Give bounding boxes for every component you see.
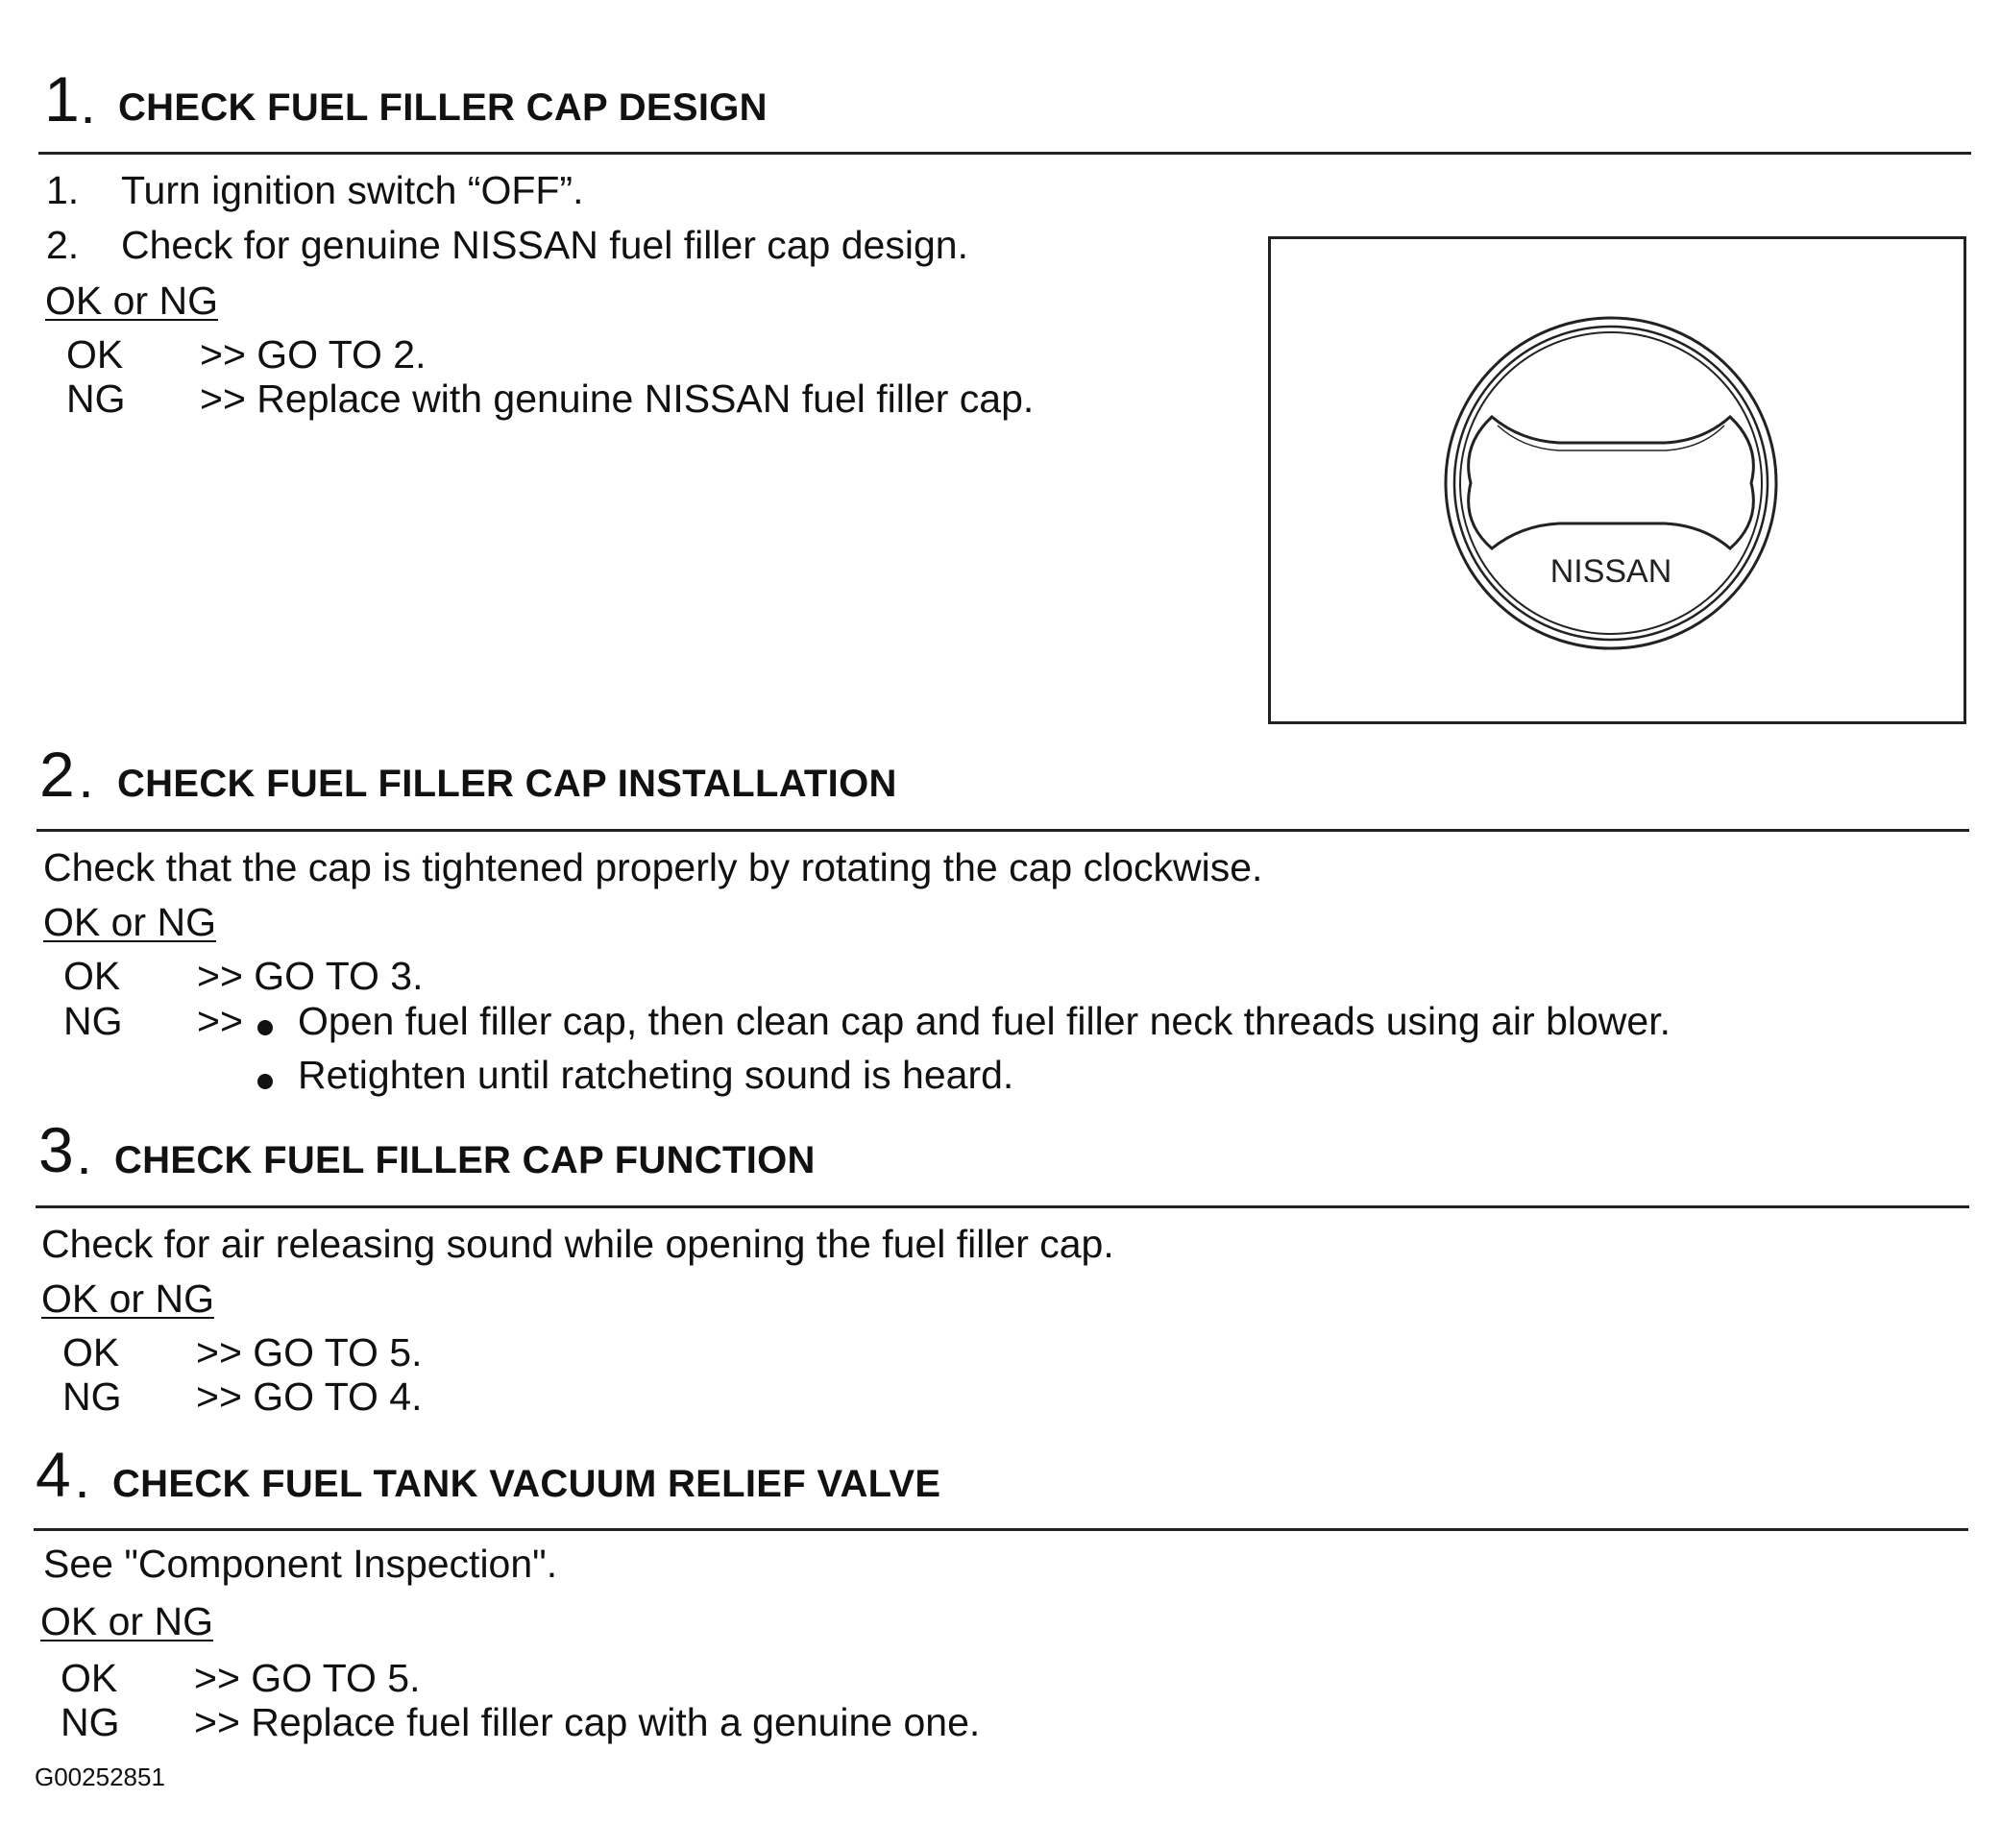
section-1-okng-label: OK or NG <box>45 279 218 323</box>
section-4-ng-text: >> Replace fuel filler cap with a genuine one. <box>194 1700 981 1744</box>
section-2-title: CHECK FUEL FILLER CAP INSTALLATION <box>117 763 897 805</box>
section-2-rule <box>37 829 1969 832</box>
cap-inner-ring-1 <box>1454 327 1768 640</box>
section-1-dot: . <box>83 89 94 132</box>
section-2-ng-bullet-1: Open fuel filler cap, then clean cap and fuel filler neck threads using air blower. <box>298 999 1671 1043</box>
section-2-bullet-1-dot <box>257 1020 273 1035</box>
section-3-okng-label: OK or NG <box>41 1277 214 1321</box>
section-2-body: Check that the cap is tightened properly by rotating the cap clockwise. <box>43 845 1263 889</box>
section-2-ng-label: NG <box>63 999 123 1043</box>
section-3-rule <box>36 1205 1969 1208</box>
section-4-okng-label: OK or NG <box>40 1599 213 1643</box>
section-4-number: 4 <box>36 1439 71 1510</box>
section-3-dot: . <box>79 1140 90 1182</box>
section-4-rule <box>34 1528 1968 1531</box>
section-1-ng-label: NG <box>66 377 126 421</box>
section-4-ng-label: NG <box>61 1700 120 1744</box>
section-2-ok-label: OK <box>63 954 121 998</box>
section-4-body: See "Component Inspection". <box>43 1542 558 1586</box>
fuel-filler-cap-illustration <box>1271 239 1963 721</box>
section-3-ok-label: OK <box>62 1330 120 1374</box>
section-1-ok-label: OK <box>66 332 124 377</box>
section-3-ng-text: >> GO TO 4. <box>196 1374 423 1419</box>
section-2-ng-arrow: >> <box>197 999 243 1043</box>
section-3-ng-label: NG <box>62 1374 122 1419</box>
document-id: G00252851 <box>35 1763 165 1791</box>
section-4-ok-text: >> GO TO 5. <box>194 1656 421 1700</box>
section-1-number: 1 <box>44 63 80 134</box>
section-4-dot: . <box>77 1464 88 1506</box>
section-1-title: CHECK FUEL FILLER CAP DESIGN <box>118 86 768 129</box>
fuel-filler-cap-figure <box>1268 236 1966 724</box>
section-1-step-1-text: Turn ignition switch “OFF”. <box>121 168 584 212</box>
section-1-step-2-text: Check for genuine NISSAN fuel filler cap design. <box>121 223 968 267</box>
section-2-ok-text: >> GO TO 3. <box>197 954 424 998</box>
section-1-ok-text: >> GO TO 2. <box>200 332 427 377</box>
section-1-rule <box>38 152 1971 155</box>
section-4-title: CHECK FUEL TANK VACUUM RELIEF VALVE <box>112 1463 941 1505</box>
section-2-ng-bullet-2: Retighten until ratcheting sound is heard. <box>298 1053 1014 1097</box>
section-1-step-2-marker: 2. <box>46 223 80 267</box>
section-4-ok-label: OK <box>61 1656 118 1700</box>
section-1-ng-text: >> Replace with genuine NISSAN fuel filler cap. <box>200 377 1035 421</box>
section-3-number: 3 <box>38 1114 74 1185</box>
section-3-title: CHECK FUEL FILLER CAP FUNCTION <box>114 1139 816 1181</box>
section-2-okng-label: OK or NG <box>43 900 216 944</box>
section-3-body: Check for air releasing sound while opening the fuel filler cap. <box>41 1222 1114 1266</box>
section-2-dot: . <box>81 764 92 806</box>
cap-outer-ring <box>1446 318 1776 648</box>
section-2-bullet-2-dot <box>257 1074 273 1089</box>
section-3-ok-text: >> GO TO 5. <box>196 1330 423 1374</box>
cap-logo-text: NISSAN <box>1549 553 1672 590</box>
section-2-number: 2 <box>39 739 75 810</box>
section-1-step-1-marker: 1. <box>46 168 80 212</box>
